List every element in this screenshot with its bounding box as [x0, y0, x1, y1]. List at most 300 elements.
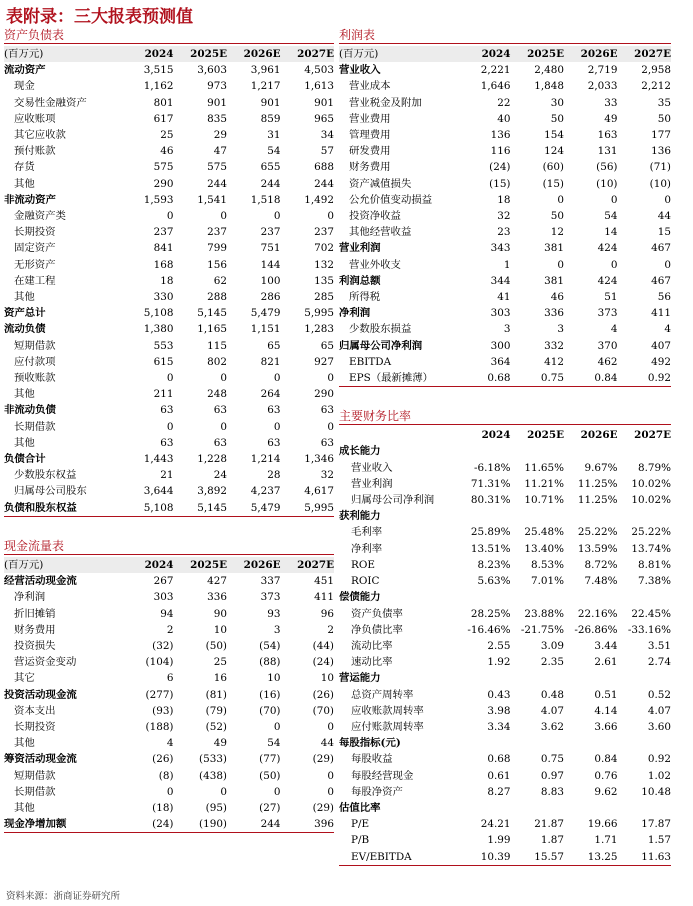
cell-value: 8.72% [584, 558, 618, 571]
table-row [4, 768, 334, 784]
table-row [4, 305, 334, 321]
cell-value: 427 [207, 575, 227, 588]
cell-value: (24) [120, 816, 174, 833]
cell-value: 10.39 [457, 849, 511, 866]
row-label: 财务费用 [349, 161, 391, 174]
cell-value: 10 [320, 672, 334, 685]
cell-value: 330 [153, 291, 174, 304]
table-row [4, 500, 334, 517]
cell-value: 10.71% [524, 494, 564, 507]
cell-value: 44 [657, 210, 671, 223]
table-row [339, 654, 671, 670]
table-row [339, 557, 671, 573]
cell-value: 0 [220, 785, 227, 798]
cell-value: 132 [314, 258, 334, 271]
cell-value: (18) [152, 801, 174, 814]
cell-value: 49 [213, 737, 227, 750]
cell-value: 0 [610, 193, 618, 206]
row-label: 非流动负债 [4, 404, 56, 417]
row-label: 经营活动现金流 [4, 575, 77, 588]
row-label: 资本支出 [14, 704, 56, 717]
cell-value: 0 [166, 420, 174, 433]
row-label: P/B [351, 834, 370, 847]
row-label: EBITDA [349, 355, 392, 368]
table-row [4, 111, 334, 127]
table-row [4, 638, 334, 654]
table-row [4, 208, 334, 224]
cell-value [618, 508, 672, 524]
cell-value: 655 [260, 161, 281, 174]
row-label: 总资产周转率 [351, 688, 414, 701]
row-label: 筹资活动现金流 [4, 753, 77, 766]
cell-value: 4,237 [250, 485, 281, 498]
row-label: 在建工程 [14, 274, 56, 287]
cell-value: 901 [260, 96, 281, 109]
row-label: 投资净收益 [349, 210, 401, 223]
row-label: 营业费用 [349, 112, 391, 125]
cell-value: 300 [490, 339, 511, 352]
table-row [339, 703, 671, 719]
row-label: 净负债比率 [351, 623, 403, 636]
cell-value: 1,346 [304, 453, 334, 466]
cash-flow-table [4, 557, 334, 833]
cell-value: 10.02% [631, 477, 671, 490]
cell-value: 28.25% [470, 607, 511, 620]
cell-value: 4 [166, 737, 174, 750]
cell-value: 2 [166, 623, 174, 636]
row-label: 营业利润 [351, 477, 393, 490]
cell-value: 0.51 [594, 688, 618, 701]
cell-value: 1,613 [304, 80, 334, 93]
cell-value: 4.14 [594, 704, 618, 717]
row-label: 负债和股东权益 [4, 500, 120, 517]
cell-value [457, 800, 511, 816]
cell-value: 18 [497, 193, 511, 206]
cell-value: 411 [314, 591, 334, 604]
cell-value: 35 [657, 96, 671, 109]
cell-value: 10 [213, 623, 227, 636]
cell-value [564, 443, 618, 459]
cell-value: 344 [490, 274, 511, 287]
cell-value: (29) [312, 753, 334, 766]
cell-value: 290 [153, 177, 174, 190]
table-row [339, 289, 671, 305]
table-row [4, 483, 334, 499]
row-label: 应收账款周转率 [351, 704, 424, 717]
cell-value: (32) [152, 639, 174, 652]
cell-value: 44 [320, 737, 334, 750]
row-label: 其他 [14, 388, 35, 401]
row-label: 其它应收款 [14, 129, 66, 142]
cell-value: 4.07 [647, 704, 671, 717]
table-row [4, 606, 334, 622]
table-row [4, 402, 334, 418]
cell-value: 1,443 [143, 453, 174, 466]
cell-value: 2,958 [641, 64, 671, 77]
cell-value: 412 [544, 355, 564, 368]
table-row [4, 435, 334, 451]
cell-value: -26.86% [574, 623, 618, 636]
cell-value: 237 [260, 226, 281, 239]
column-header: 2026E [580, 48, 618, 60]
cell-value: 1,593 [143, 193, 174, 206]
table-header-row [4, 46, 334, 62]
row-label: ROIC [351, 575, 380, 588]
cell-value: 2,212 [641, 80, 671, 93]
cell-value: 4,617 [304, 485, 334, 498]
cell-value: (81) [205, 688, 227, 701]
table-row [4, 622, 334, 638]
cell-value: 1,518 [250, 193, 281, 206]
cell-value: 144 [260, 258, 281, 271]
cell-value: 41 [497, 291, 511, 304]
table-row [339, 257, 671, 273]
cell-value: 0.75 [540, 753, 564, 766]
row-label: 每股经营现金 [351, 769, 414, 782]
cell-value: 14 [604, 226, 618, 239]
cell-value: 0 [273, 420, 281, 433]
cell-value: 21.87 [534, 818, 564, 831]
cell-value: 288 [207, 291, 227, 304]
row-label: 研发费用 [349, 145, 391, 158]
cell-value: 32 [320, 469, 334, 482]
cell-value: 0 [327, 372, 334, 385]
row-label: 少数股东损益 [349, 323, 412, 336]
cell-value: 2.55 [487, 639, 511, 652]
cell-value: 1.02 [647, 769, 671, 782]
cell-value: (44) [312, 639, 334, 652]
cell-value: 3,603 [197, 64, 227, 77]
row-label: 预付账款 [14, 145, 56, 158]
row-label: 资产减值损失 [349, 177, 412, 190]
row-label: 资产总计 [4, 307, 46, 320]
cell-value: 973 [207, 80, 227, 93]
table-row [4, 687, 334, 703]
cell-value: 1,217 [250, 80, 281, 93]
row-label: 应付款项 [14, 355, 56, 368]
cell-value: 25.22% [631, 526, 671, 539]
row-label: 少数股东权益 [14, 469, 77, 482]
table-row [339, 508, 671, 524]
cell-value: (15) [542, 177, 564, 190]
cell-value: 0 [327, 785, 334, 798]
row-label: 管理费用 [349, 129, 391, 142]
cell-value: 31 [267, 129, 281, 142]
row-label: 固定资产 [14, 242, 56, 255]
cell-value [511, 800, 565, 816]
cell-value: 2,480 [534, 64, 564, 77]
cell-value: 17.87 [641, 818, 671, 831]
table-row [4, 289, 334, 305]
row-label: 营业收入 [339, 64, 381, 77]
cell-value [564, 735, 618, 751]
table-row [339, 751, 671, 767]
cell-value: 1,162 [143, 80, 174, 93]
cell-value [618, 670, 672, 686]
page-title: 表附录：三大报表预测值 [6, 7, 193, 27]
cell-value: (533) [199, 753, 227, 766]
cell-value: 11.25% [577, 477, 618, 490]
cell-value: 50 [657, 112, 671, 125]
row-label: 长期借款 [14, 785, 56, 798]
cell-value [511, 589, 565, 605]
row-label: 非流动资产 [4, 193, 56, 206]
cell-value: 3 [557, 323, 564, 336]
income-statement-table [339, 46, 671, 387]
cell-value: 9.67% [584, 461, 618, 474]
cell-value: 54 [267, 737, 281, 750]
row-label: 应收账项 [14, 112, 56, 125]
cell-value: 0.97 [540, 769, 564, 782]
table-header-row [339, 427, 671, 443]
row-label: 无形资产 [14, 258, 56, 271]
cell-value: 4 [610, 323, 618, 336]
cell-value: 451 [314, 575, 334, 588]
cell-value: (88) [259, 656, 281, 669]
column-header: 2024 [144, 558, 174, 571]
cell-value: 0 [273, 785, 281, 798]
cell-value: 244 [260, 177, 281, 190]
source-footnote: 资料来源：浙商证券研究所 [6, 891, 121, 902]
table-row [339, 192, 671, 208]
cell-value: 15.57 [511, 849, 565, 866]
cell-value: 0.92 [618, 370, 672, 387]
table-row [4, 78, 334, 94]
cell-value: 1.87 [540, 834, 564, 847]
cell-value: (24) [489, 161, 511, 174]
table-row [4, 573, 334, 589]
row-label: 折旧摊销 [14, 607, 56, 620]
cell-value: 11.21% [524, 477, 564, 490]
cell-value: 7.01% [530, 575, 564, 588]
cell-value: 407 [651, 339, 671, 352]
table-row [339, 95, 671, 111]
cell-value: 244 [227, 816, 281, 833]
table-row [4, 419, 334, 435]
cell-value: 901 [207, 96, 227, 109]
cell-value: 0.76 [594, 769, 618, 782]
unit-label: (百万元) [4, 558, 44, 571]
table-row [4, 386, 334, 402]
cell-value: (54) [259, 639, 281, 652]
row-label: 营业利润 [339, 242, 381, 255]
table-row [339, 670, 671, 686]
table-row [339, 816, 671, 832]
table-row [4, 370, 334, 386]
table-row [4, 751, 334, 767]
cell-value: 1,214 [250, 453, 281, 466]
table-row [4, 719, 334, 735]
table-row [339, 78, 671, 94]
table-row [339, 800, 671, 816]
cell-value [564, 670, 618, 686]
cell-value: 1 [503, 258, 511, 271]
cell-value: 0 [327, 720, 334, 733]
cell-value: 135 [314, 274, 334, 287]
cell-value: 285 [314, 291, 334, 304]
cell-value: 1.99 [487, 834, 511, 847]
left-column [4, 27, 334, 833]
cell-value: 244 [314, 177, 334, 190]
table-row [4, 589, 334, 605]
cell-value: 4,503 [304, 64, 334, 77]
column-header: 2024 [457, 427, 511, 443]
cell-value: 0.48 [540, 688, 564, 701]
row-label: 营业外收支 [349, 258, 401, 271]
cell-value: 3.34 [487, 720, 511, 733]
cell-value: 373 [597, 307, 618, 320]
cell-value [511, 508, 565, 524]
table-row [339, 321, 671, 337]
row-label: 流动资产 [4, 64, 46, 77]
column-header: 2026E [243, 48, 281, 60]
cell-value: (60) [542, 161, 564, 174]
cell-value: 63 [267, 436, 281, 449]
cell-value: 0.75 [511, 370, 565, 387]
row-label: 营运资金变动 [14, 656, 77, 669]
cell-value: 63 [267, 404, 281, 417]
cell-value: 116 [490, 145, 511, 158]
table-row [4, 654, 334, 670]
cell-value: 11.65% [524, 461, 564, 474]
table-row [4, 816, 334, 833]
cell-value: (79) [205, 704, 227, 717]
cell-value: 3.98 [487, 704, 511, 717]
cell-value: 237 [207, 226, 227, 239]
row-label: 估值比率 [339, 801, 381, 814]
cell-value: 12 [550, 226, 564, 239]
cell-value: 0 [557, 258, 564, 271]
ratios-header: 主要财务比率 [339, 408, 671, 425]
row-label: 长期投资 [14, 226, 56, 239]
row-label: 公允价值变动损益 [349, 193, 433, 206]
row-label: 每股指标(元) [339, 737, 401, 750]
row-label: 长期借款 [14, 420, 56, 433]
cell-value: 33 [604, 96, 618, 109]
table-row [339, 687, 671, 703]
row-label: 成长能力 [339, 445, 381, 458]
row-label: 预收账款 [14, 372, 56, 385]
cell-value: 57 [320, 145, 334, 158]
column-header: 2025E [511, 427, 565, 443]
cell-value [457, 670, 511, 686]
cell-value: (26) [152, 753, 174, 766]
cell-value: 13.74% [631, 542, 671, 555]
cell-value: -16.46% [467, 623, 511, 636]
cell-value: 25.22% [577, 526, 618, 539]
cell-value: 1,151 [250, 323, 281, 336]
cell-value: 927 [314, 355, 334, 368]
cell-value: 0.52 [647, 688, 671, 701]
cell-value: 22.45% [631, 607, 671, 620]
row-label: 净利率 [351, 542, 383, 555]
row-label: 流动比率 [351, 639, 393, 652]
cell-value: 0 [166, 210, 174, 223]
cell-value: 8.83 [540, 785, 564, 798]
cell-value: 332 [544, 339, 564, 352]
cell-value: 65 [267, 339, 281, 352]
cell-value: 136 [490, 129, 511, 142]
right-column [339, 27, 671, 866]
row-label: 每股净资产 [351, 785, 403, 798]
cell-value: 24 [213, 469, 227, 482]
cell-value: 54 [267, 145, 281, 158]
cell-value: 3.60 [647, 720, 671, 733]
table-row [4, 95, 334, 111]
cell-value: 1,380 [143, 323, 174, 336]
cell-value: 0 [327, 420, 334, 433]
column-header: 2025E [527, 48, 564, 60]
cell-value: 0 [166, 785, 174, 798]
row-label: 归属母公司净利润 [339, 339, 423, 352]
cell-value: 50 [550, 112, 564, 125]
column-header: 2027E [618, 427, 672, 443]
cell-value: 337 [260, 575, 281, 588]
cell-value: (52) [205, 720, 227, 733]
cell-value: 702 [314, 242, 334, 255]
cell-value: 136 [651, 145, 671, 158]
cell-value [457, 735, 511, 751]
cell-value: 859 [260, 112, 281, 125]
row-label: ROE [351, 558, 375, 571]
cell-value: 264 [260, 388, 281, 401]
cell-value [564, 800, 618, 816]
cell-value: 467 [651, 242, 671, 255]
cell-value: (93) [152, 704, 174, 717]
table-row [4, 273, 334, 289]
cell-value: 492 [651, 355, 671, 368]
cell-value: 5.63% [477, 575, 511, 588]
cell-value: 2,719 [587, 64, 618, 77]
table-row [339, 159, 671, 175]
column-header: 2026E [243, 558, 281, 571]
row-label: 投资损失 [14, 639, 56, 652]
cell-value: 156 [207, 258, 227, 271]
cell-value: 0.43 [487, 688, 511, 701]
row-label: 偿债能力 [339, 591, 381, 604]
unit-label: (百万元) [339, 48, 379, 60]
cell-value: 32 [497, 210, 511, 223]
row-label: 现金净增加额 [4, 816, 120, 833]
cell-value: 34 [320, 129, 334, 142]
cell-value: (27) [259, 801, 281, 814]
table-row [339, 735, 671, 751]
cell-value: 2.35 [540, 656, 564, 669]
cell-value: 100 [260, 274, 281, 287]
cell-value: 2,033 [587, 80, 618, 93]
cell-value: (29) [312, 801, 334, 814]
table-row [4, 240, 334, 256]
cell-value: 63 [213, 436, 227, 449]
cell-value: 0 [220, 210, 227, 223]
table-row [4, 62, 334, 78]
table-row [4, 354, 334, 370]
cell-value [511, 735, 565, 751]
column-header: 2026E [564, 427, 618, 443]
cell-value: 1,228 [197, 453, 227, 466]
table-row [339, 719, 671, 735]
row-label: 归属母公司净利润 [351, 494, 435, 507]
table-row [4, 467, 334, 483]
cell-value: 303 [490, 307, 511, 320]
cell-value: 5,479 [227, 500, 281, 517]
cash-flow-header: 现金流量表 [4, 538, 334, 555]
cell-value: 0 [166, 372, 174, 385]
table-row [339, 768, 671, 784]
table-row [339, 606, 671, 622]
table-row [339, 240, 671, 256]
cell-value: 336 [544, 307, 564, 320]
